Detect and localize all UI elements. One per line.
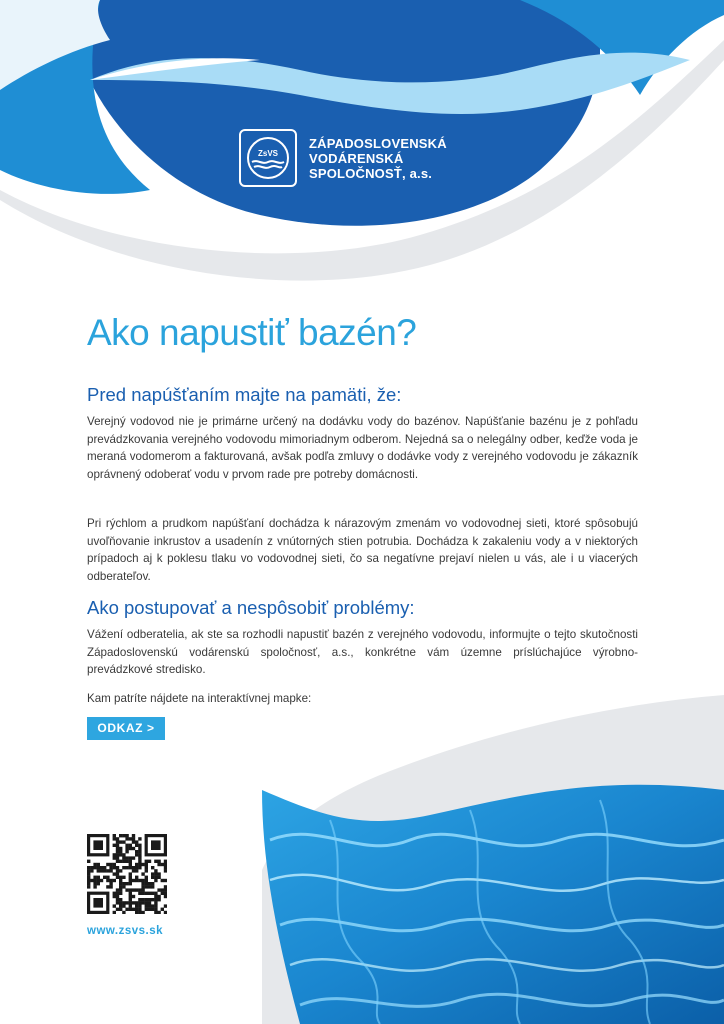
qr-finder — [145, 834, 167, 856]
qr-module — [122, 853, 125, 856]
qr-module — [145, 882, 148, 885]
qr-module — [164, 892, 167, 895]
qr-module — [154, 911, 157, 914]
qr-module — [90, 866, 93, 869]
qr-module — [164, 863, 167, 866]
qr-module — [87, 866, 90, 869]
qr-module — [129, 908, 132, 911]
qr-module — [145, 898, 148, 901]
odkaz-button[interactable]: ODKAZ > — [87, 717, 165, 740]
qr-module — [106, 879, 109, 882]
qr-module — [132, 840, 135, 843]
qr-module — [97, 869, 100, 872]
qr-module — [154, 908, 157, 911]
qr-module — [119, 885, 122, 888]
qr-module — [132, 879, 135, 882]
qr-module — [109, 885, 112, 888]
qr-module — [151, 876, 154, 879]
qr-module — [125, 882, 128, 885]
qr-module — [119, 888, 122, 891]
qr-module — [116, 901, 119, 904]
qr-module — [129, 856, 132, 859]
qr-finder — [87, 892, 109, 914]
qr-module — [122, 860, 125, 863]
qr-module — [106, 885, 109, 888]
qr-module — [119, 892, 122, 895]
qr-module — [132, 888, 135, 891]
qr-module — [132, 856, 135, 859]
qr-module — [116, 860, 119, 863]
qr-module — [148, 901, 151, 904]
qr-module — [145, 904, 148, 907]
qr-module — [135, 908, 138, 911]
qr-module — [138, 860, 141, 863]
qr-module — [132, 908, 135, 911]
qr-module — [154, 876, 157, 879]
qr-module — [116, 892, 119, 895]
company-name-line: VODÁRENSKÁ — [309, 151, 404, 166]
qr-module — [129, 863, 132, 866]
company-logo — [239, 129, 297, 187]
qr-module — [97, 876, 100, 879]
qr-module — [122, 866, 125, 869]
qr-module — [161, 892, 164, 895]
qr-module — [135, 863, 138, 866]
qr-module — [93, 876, 96, 879]
qr-module — [138, 863, 141, 866]
qr-module — [151, 872, 154, 875]
qr-module — [138, 850, 141, 853]
qr-module — [154, 901, 157, 904]
qr-module — [154, 904, 157, 907]
qr-module — [116, 844, 119, 847]
qr-module — [145, 863, 148, 866]
qr-module — [138, 853, 141, 856]
qr-module — [119, 834, 122, 837]
qr-module — [93, 885, 96, 888]
qr-module — [157, 895, 160, 898]
qr-module — [148, 860, 151, 863]
qr-module — [116, 888, 119, 891]
qr-module — [113, 866, 116, 869]
qr-module — [129, 879, 132, 882]
qr-module — [113, 844, 116, 847]
qr-module — [122, 840, 125, 843]
qr-module — [93, 866, 96, 869]
qr-module — [103, 866, 106, 869]
qr-module — [122, 876, 125, 879]
qr-module — [125, 860, 128, 863]
qr-module — [116, 898, 119, 901]
qr-module — [113, 879, 116, 882]
qr-module — [135, 901, 138, 904]
section2-paragraph-1: Vážení odberatelia, ak ste sa rozhodli napustiť bazén z verejného vodovodu, informujte o tejto skutočnosti Západoslovenskú vodárenskú spoločnosť, a.s., konkrétne vám územne príslúchajúce výrobno-prevádzkové stredisko. — [87, 628, 638, 677]
qr-module — [109, 863, 112, 866]
qr-module — [93, 882, 96, 885]
qr-module — [129, 872, 132, 875]
qr-module — [119, 869, 122, 872]
qr-module — [122, 834, 125, 837]
qr-module — [87, 869, 90, 872]
qr-module — [113, 856, 116, 859]
qr-module — [132, 866, 135, 869]
qr-module — [132, 837, 135, 840]
qr-module — [157, 898, 160, 901]
qr-module — [138, 888, 141, 891]
qr-module — [135, 850, 138, 853]
qr-module — [103, 869, 106, 872]
qr-module — [164, 879, 167, 882]
qr-module — [135, 840, 138, 843]
qr-module — [151, 898, 154, 901]
qr-module — [125, 856, 128, 859]
qr-module — [141, 882, 144, 885]
section2-paragraph-2: Kam patríte nájdete na interaktívnej mapke: — [87, 692, 312, 705]
qr-module — [109, 866, 112, 869]
qr-module — [132, 847, 135, 850]
qr-module — [129, 847, 132, 850]
qr-module — [129, 901, 132, 904]
qr-module — [90, 879, 93, 882]
qr-module — [119, 901, 122, 904]
qr-module — [122, 911, 125, 914]
qr-module — [145, 892, 148, 895]
qr-module — [93, 879, 96, 882]
qr-module — [116, 866, 119, 869]
qr-module — [97, 879, 100, 882]
qr-module — [141, 898, 144, 901]
qr-module — [122, 904, 125, 907]
qr-module — [145, 860, 148, 863]
qr-module — [135, 866, 138, 869]
qr-module — [138, 898, 141, 901]
company-name-line: SPOLOČNOSŤ, a.s. — [309, 166, 433, 181]
qr-module — [135, 911, 138, 914]
qr-module — [135, 879, 138, 882]
qr-module — [125, 866, 128, 869]
qr-module — [122, 901, 125, 904]
qr-module — [135, 888, 138, 891]
qr-module — [151, 866, 154, 869]
qr-module — [119, 904, 122, 907]
qr-module — [164, 866, 167, 869]
qr-module — [154, 879, 157, 882]
qr-module — [141, 892, 144, 895]
qr-module — [138, 837, 141, 840]
qr-module — [148, 882, 151, 885]
qr-module — [145, 908, 148, 911]
qr-module — [97, 882, 100, 885]
qr-module — [125, 888, 128, 891]
qr-module — [141, 911, 144, 914]
section2-heading: Ako postupovať a nespôsobiť problémy: — [87, 597, 415, 618]
qr-module — [125, 850, 128, 853]
qr-module — [125, 844, 128, 847]
qr-module — [109, 879, 112, 882]
qr-module — [129, 876, 132, 879]
qr-module — [141, 879, 144, 882]
qr-module — [145, 901, 148, 904]
qr-module — [100, 866, 103, 869]
qr-module — [141, 901, 144, 904]
qr-module — [97, 863, 100, 866]
qr-module — [106, 863, 109, 866]
qr-module — [119, 882, 122, 885]
qr-module — [164, 860, 167, 863]
qr-module — [119, 850, 122, 853]
qr-module — [90, 869, 93, 872]
qr-module — [125, 834, 128, 837]
qr-module — [119, 898, 122, 901]
qr-module — [148, 892, 151, 895]
qr-module — [154, 869, 157, 872]
qr-module — [119, 908, 122, 911]
qr-module — [135, 853, 138, 856]
qr-module — [161, 908, 164, 911]
qr-module — [135, 876, 138, 879]
qr-module — [119, 840, 122, 843]
section1-heading: Pred napúšťaním majte na pamäti, že: — [87, 384, 402, 405]
qr-finder — [87, 834, 109, 856]
qr-module — [116, 853, 119, 856]
qr-module — [87, 860, 90, 863]
qr-module — [109, 869, 112, 872]
qr-module — [129, 898, 132, 901]
qr-module — [138, 847, 141, 850]
qr-module — [141, 863, 144, 866]
qr-module — [145, 869, 148, 872]
section1-paragraph-1: Verejný vodovod nie je primárne určený na dodávku vody do bazénov. Napúšťanie bazénu je z pohľadu prevádzkovania verejného vodovodu mimoriadnym odberom. Nejedná sa o nelegálny odber, keďže voda je meraná vodomerom a fakturovaná, avšak podľa zmluvy o dodávke vody z verejného vodovodu je zákazník oprávnený odoberať vodu v prvom rade pre potreby domácnosti. — [87, 415, 638, 481]
qr-module — [113, 834, 116, 837]
qr-module — [164, 869, 167, 872]
qr-module — [87, 879, 90, 882]
qr-module — [148, 908, 151, 911]
qr-module — [87, 876, 90, 879]
qr-module — [138, 908, 141, 911]
qr-module — [119, 853, 122, 856]
qr-module — [154, 898, 157, 901]
qr-module — [116, 856, 119, 859]
qr-module — [154, 872, 157, 875]
qr-module — [113, 892, 116, 895]
qr-code[interactable] — [87, 834, 167, 914]
qr-module — [132, 901, 135, 904]
qr-module — [113, 872, 116, 875]
qr-module — [145, 866, 148, 869]
qr-module — [157, 911, 160, 914]
qr-module — [116, 837, 119, 840]
qr-module — [164, 895, 167, 898]
qr-module — [151, 885, 154, 888]
qr-module — [151, 892, 154, 895]
qr-module — [132, 869, 135, 872]
qr-module — [97, 866, 100, 869]
qr-module — [87, 882, 90, 885]
qr-module — [106, 876, 109, 879]
qr-module — [113, 837, 116, 840]
qr-module — [141, 885, 144, 888]
qr-module — [138, 866, 141, 869]
qr-module — [119, 860, 122, 863]
qr-module — [125, 908, 128, 911]
qr-module — [157, 860, 160, 863]
qr-module — [100, 869, 103, 872]
qr-module — [151, 882, 154, 885]
qr-module — [113, 895, 116, 898]
qr-module — [164, 904, 167, 907]
qr-module — [119, 879, 122, 882]
qr-module — [106, 869, 109, 872]
page-title: Ako napustiť bazén? — [87, 312, 417, 353]
qr-module — [129, 837, 132, 840]
qr-module — [116, 850, 119, 853]
qr-module — [119, 847, 122, 850]
qr-module — [154, 892, 157, 895]
qr-module — [154, 860, 157, 863]
qr-module — [113, 904, 116, 907]
qr-module — [138, 904, 141, 907]
logo-water-icon — [241, 131, 295, 185]
section1-paragraph-2: Pri rýchlom a prudkom napúšťaní dochádza k nárazovým zmenám vo vodovodnej sieti, ktoré spôsobujú uvoľňovanie inkrustov a usadenín z vnútorných stien potrubia. Dochádza k zakaleniu vody a v niektorých prípadoch aj k poklesu tlaku vo vodovodnej sieti, čo sa negatívne prejaví nielen u vás, ale i u viacerých odberateľov. — [87, 517, 638, 583]
qr-module — [113, 853, 116, 856]
qr-module — [135, 869, 138, 872]
qr-module — [135, 844, 138, 847]
qr-module — [164, 885, 167, 888]
qr-module — [161, 863, 164, 866]
qr-module — [122, 882, 125, 885]
qr-module — [116, 872, 119, 875]
qr-module — [129, 866, 132, 869]
qr-module — [161, 888, 164, 891]
qr-module — [157, 876, 160, 879]
qr-module — [164, 888, 167, 891]
qr-module — [164, 911, 167, 914]
website-link[interactable]: www.zsvs.sk — [87, 925, 164, 937]
qr-module — [87, 872, 90, 875]
qr-module — [161, 879, 164, 882]
qr-module — [116, 869, 119, 872]
qr-module — [138, 901, 141, 904]
qr-module — [129, 860, 132, 863]
qr-module — [148, 904, 151, 907]
qr-module — [129, 892, 132, 895]
qr-module — [154, 895, 157, 898]
qr-module — [109, 882, 112, 885]
qr-module — [87, 885, 90, 888]
qr-module — [157, 888, 160, 891]
qr-module — [116, 847, 119, 850]
company-name — [309, 136, 447, 181]
qr-module — [129, 888, 132, 891]
qr-module — [138, 879, 141, 882]
qr-module — [132, 834, 135, 837]
company-name-line: ZÁPADOSLOVENSKÁ — [309, 136, 447, 151]
qr-module — [138, 911, 141, 914]
qr-module — [93, 863, 96, 866]
qr-module — [129, 882, 132, 885]
qr-module — [148, 898, 151, 901]
qr-module — [141, 872, 144, 875]
qr-module — [148, 885, 151, 888]
qr-module — [116, 840, 119, 843]
qr-module — [113, 863, 116, 866]
qr-module — [125, 837, 128, 840]
qr-module — [157, 872, 160, 875]
qr-module — [141, 888, 144, 891]
qr-module — [119, 876, 122, 879]
qr-module — [116, 876, 119, 879]
qr-module — [129, 895, 132, 898]
qr-module — [116, 908, 119, 911]
qr-module — [138, 844, 141, 847]
qr-module — [151, 908, 154, 911]
qr-module — [157, 863, 160, 866]
qr-module — [122, 885, 125, 888]
qr-module — [151, 904, 154, 907]
qr-module — [145, 879, 148, 882]
qr-module — [135, 904, 138, 907]
qr-module — [100, 879, 103, 882]
qr-module — [113, 911, 116, 914]
qr-module — [132, 895, 135, 898]
qr-module — [145, 876, 148, 879]
qr-module — [129, 844, 132, 847]
qr-module — [116, 895, 119, 898]
qr-module — [103, 876, 106, 879]
qr-module — [138, 892, 141, 895]
qr-module — [122, 856, 125, 859]
qr-module — [129, 904, 132, 907]
qr-module — [138, 856, 141, 859]
logo-abbr: ZsVS — [257, 149, 279, 158]
qr-module — [125, 847, 128, 850]
qr-module — [145, 885, 148, 888]
qr-module — [125, 901, 128, 904]
